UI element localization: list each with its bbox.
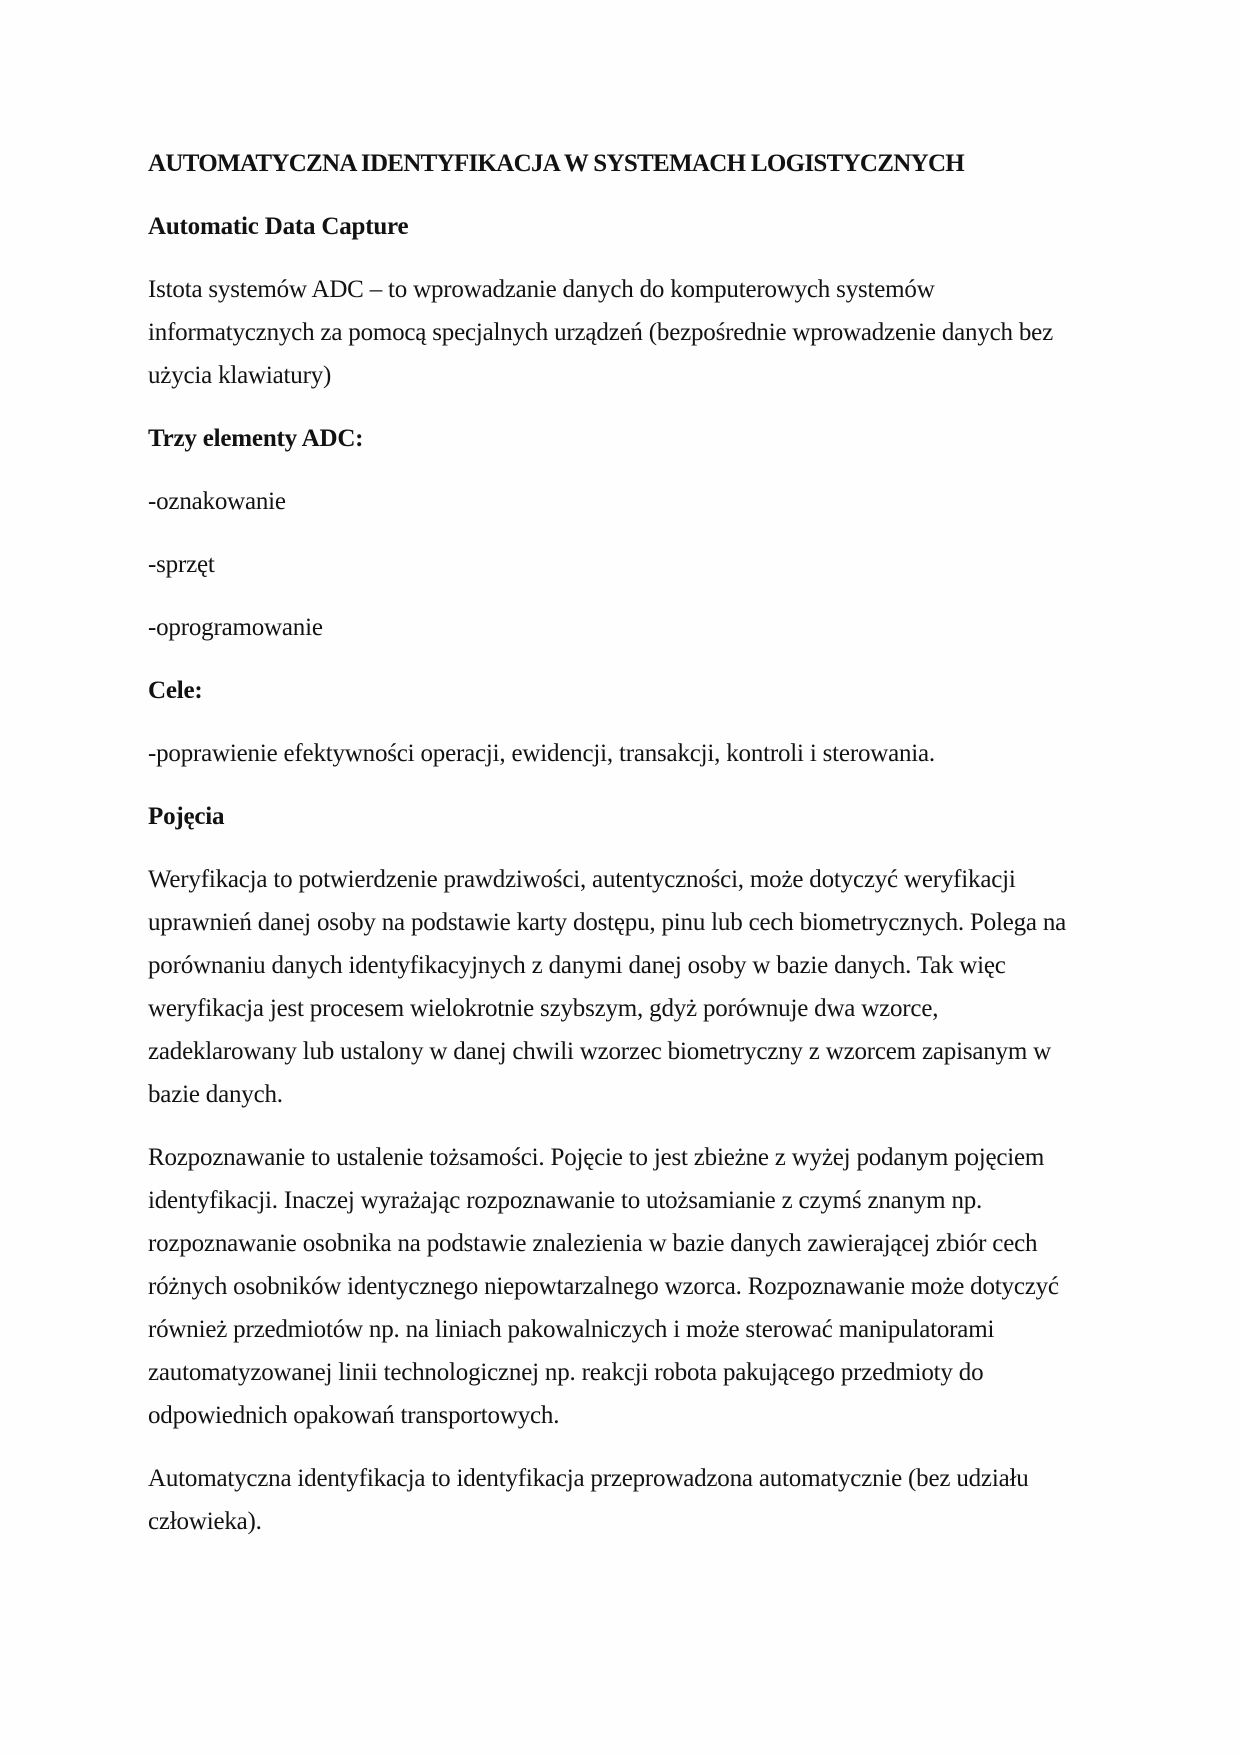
text-line: rozpoznawanie osobnika na podstawie znalezienia w bazie danych zawierającej zbiór cech <box>148 1230 1038 1257</box>
text-line: Istota systemów ADC – to wprowadzanie danych do komputerowych systemów <box>148 276 935 303</box>
list-item-poprawienie <box>148 732 1123 775</box>
text-line: Cele: <box>148 677 203 704</box>
text-line: różnych osobników identycznego niepowtarzalnego wzorca. Rozpoznawanie może dotyczyć <box>148 1273 1059 1300</box>
heading-trzy-elementy-adc <box>148 417 1123 460</box>
text-line: również przedmiotów np. na liniach pakowalniczych i może sterować manipulatorami <box>148 1316 995 1343</box>
document-content <box>148 142 1123 1563</box>
list-item-oprogramowanie <box>148 606 1123 649</box>
text-line: użycia klawiatury) <box>148 362 332 389</box>
text-line: Automatyczna identyfikacja to identyfikacja przeprowadzona automatycznie (bez udziału <box>148 1465 1029 1492</box>
text-line: uprawnień danej osoby na podstawie karty dostępu, pinu lub cech biometrycznych. Polega na <box>148 909 1067 936</box>
paragraph-rozpoznawanie <box>148 1136 1123 1437</box>
title-line: AUTOMATYCZNA IDENTYFIKACJA W SYSTEMACH LOGISTYCZNYCH <box>148 150 965 177</box>
text-line: Trzy elementy ADC: <box>148 425 364 452</box>
text-line: informatycznych za pomocą specjalnych urządzeń (bezpośrednie wprowadzenie danych bez <box>148 319 1053 346</box>
text-line: Automatic Data Capture <box>148 213 409 240</box>
text-line: -poprawienie efektywności operacji, ewidencji, transakcji, kontroli i sterowania. <box>148 740 935 767</box>
text-line: porównaniu danych identyfikacyjnych z danymi danej osoby w bazie danych. Tak więc <box>148 952 1006 979</box>
subtitle-automatic-data-capture <box>148 205 1123 248</box>
text-line: zadeklarowany lub ustalony w danej chwili wzorzec biometryczny z wzorcem zapisanym w <box>148 1038 1051 1065</box>
document-title <box>148 142 1123 185</box>
heading-cele <box>148 669 1123 712</box>
paragraph-weryfikacja <box>148 858 1123 1116</box>
text-line: weryfikacja jest procesem wielokrotnie szybszym, gdyż porównuje dwa wzorce, <box>148 995 939 1022</box>
text-line: człowieka). <box>148 1508 262 1535</box>
text-line: Rozpoznawanie to ustalenie tożsamości. Pojęcie to jest zbieżne z wyżej podanym pojęciem <box>148 1144 1045 1171</box>
text-line: -oprogramowanie <box>148 614 323 641</box>
list-item-sprzet <box>148 543 1123 586</box>
text-line: odpowiednich opakowań transportowych. <box>148 1402 560 1429</box>
text-line: Pojęcia <box>148 803 225 830</box>
text-line: -oznakowanie <box>148 488 286 515</box>
paragraph-automatyczna-identyfikacja <box>148 1457 1123 1543</box>
list-item-oznakowanie <box>148 480 1123 523</box>
text-line: Weryfikacja to potwierdzenie prawdziwości, autentyczności, może dotyczyć weryfikacji <box>148 866 1016 893</box>
text-line: identyfikacji. Inaczej wyrażając rozpoznawanie to utożsamianie z czymś znanym np. <box>148 1187 983 1214</box>
heading-pojecia <box>148 795 1123 838</box>
text-line: -sprzęt <box>148 551 215 578</box>
paragraph-istota-adc <box>148 268 1123 397</box>
text-line: bazie danych. <box>148 1081 283 1108</box>
text-line: zautomatyzowanej linii technologicznej np. reakcji robota pakującego przedmioty do <box>148 1359 984 1386</box>
